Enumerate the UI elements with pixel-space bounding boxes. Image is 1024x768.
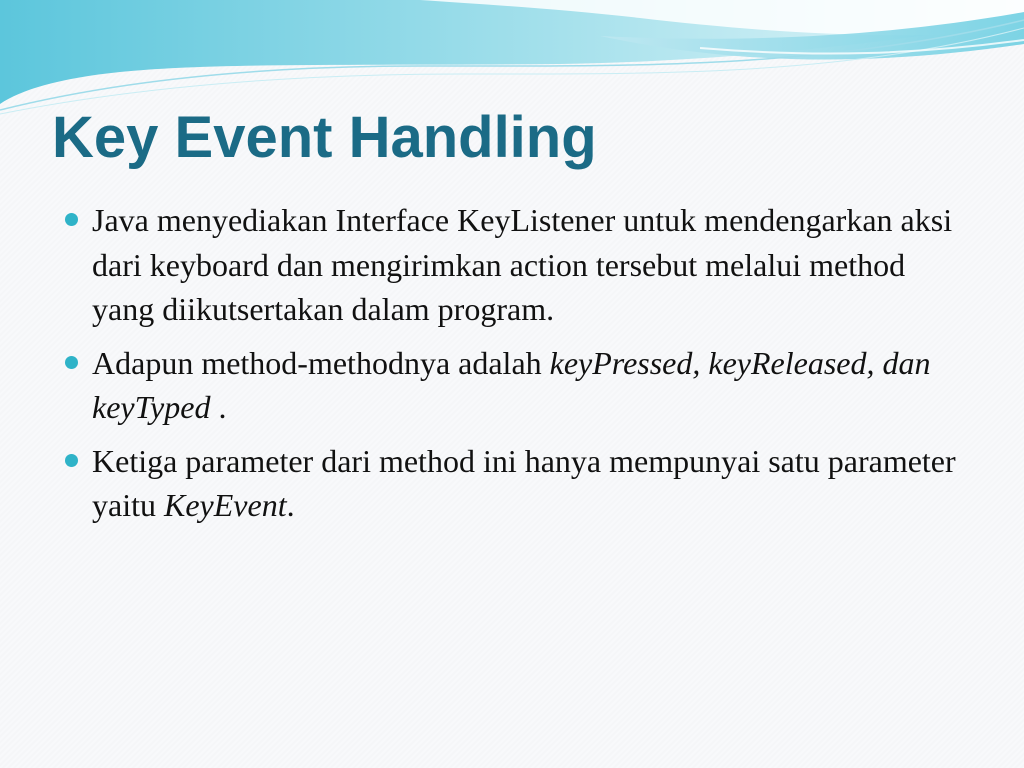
slide-title: Key Event Handling: [52, 105, 597, 170]
bullet-item: [60, 198, 960, 332]
bullet-list: [60, 198, 960, 537]
bullet-item: [60, 439, 960, 528]
bullet-text: Adapun method-methodnya adalah: [92, 344, 550, 381]
bullet-dot-icon: [65, 356, 78, 369]
bullet-text: Java menyediakan Interface KeyListener untuk mendengarkan aksi dari keyboard dan mengirimkan action tersebut melalui method yang diikutsertakan dalam program.: [92, 202, 953, 327]
bullet-dot-icon: [65, 213, 78, 226]
bullet-text-end: .: [286, 487, 295, 523]
method-names: keyPressed, keyReleased, dan keyTyped: [92, 344, 931, 425]
keyevent-term: KeyEvent: [163, 487, 287, 523]
bullet-text-end: .: [210, 389, 227, 425]
bullet-text: Ketiga parameter dari method ini hanya mempunyai satu parameter yaitu: [92, 442, 956, 523]
bullet-dot-icon: [65, 454, 78, 467]
bullet-item: [60, 341, 960, 430]
